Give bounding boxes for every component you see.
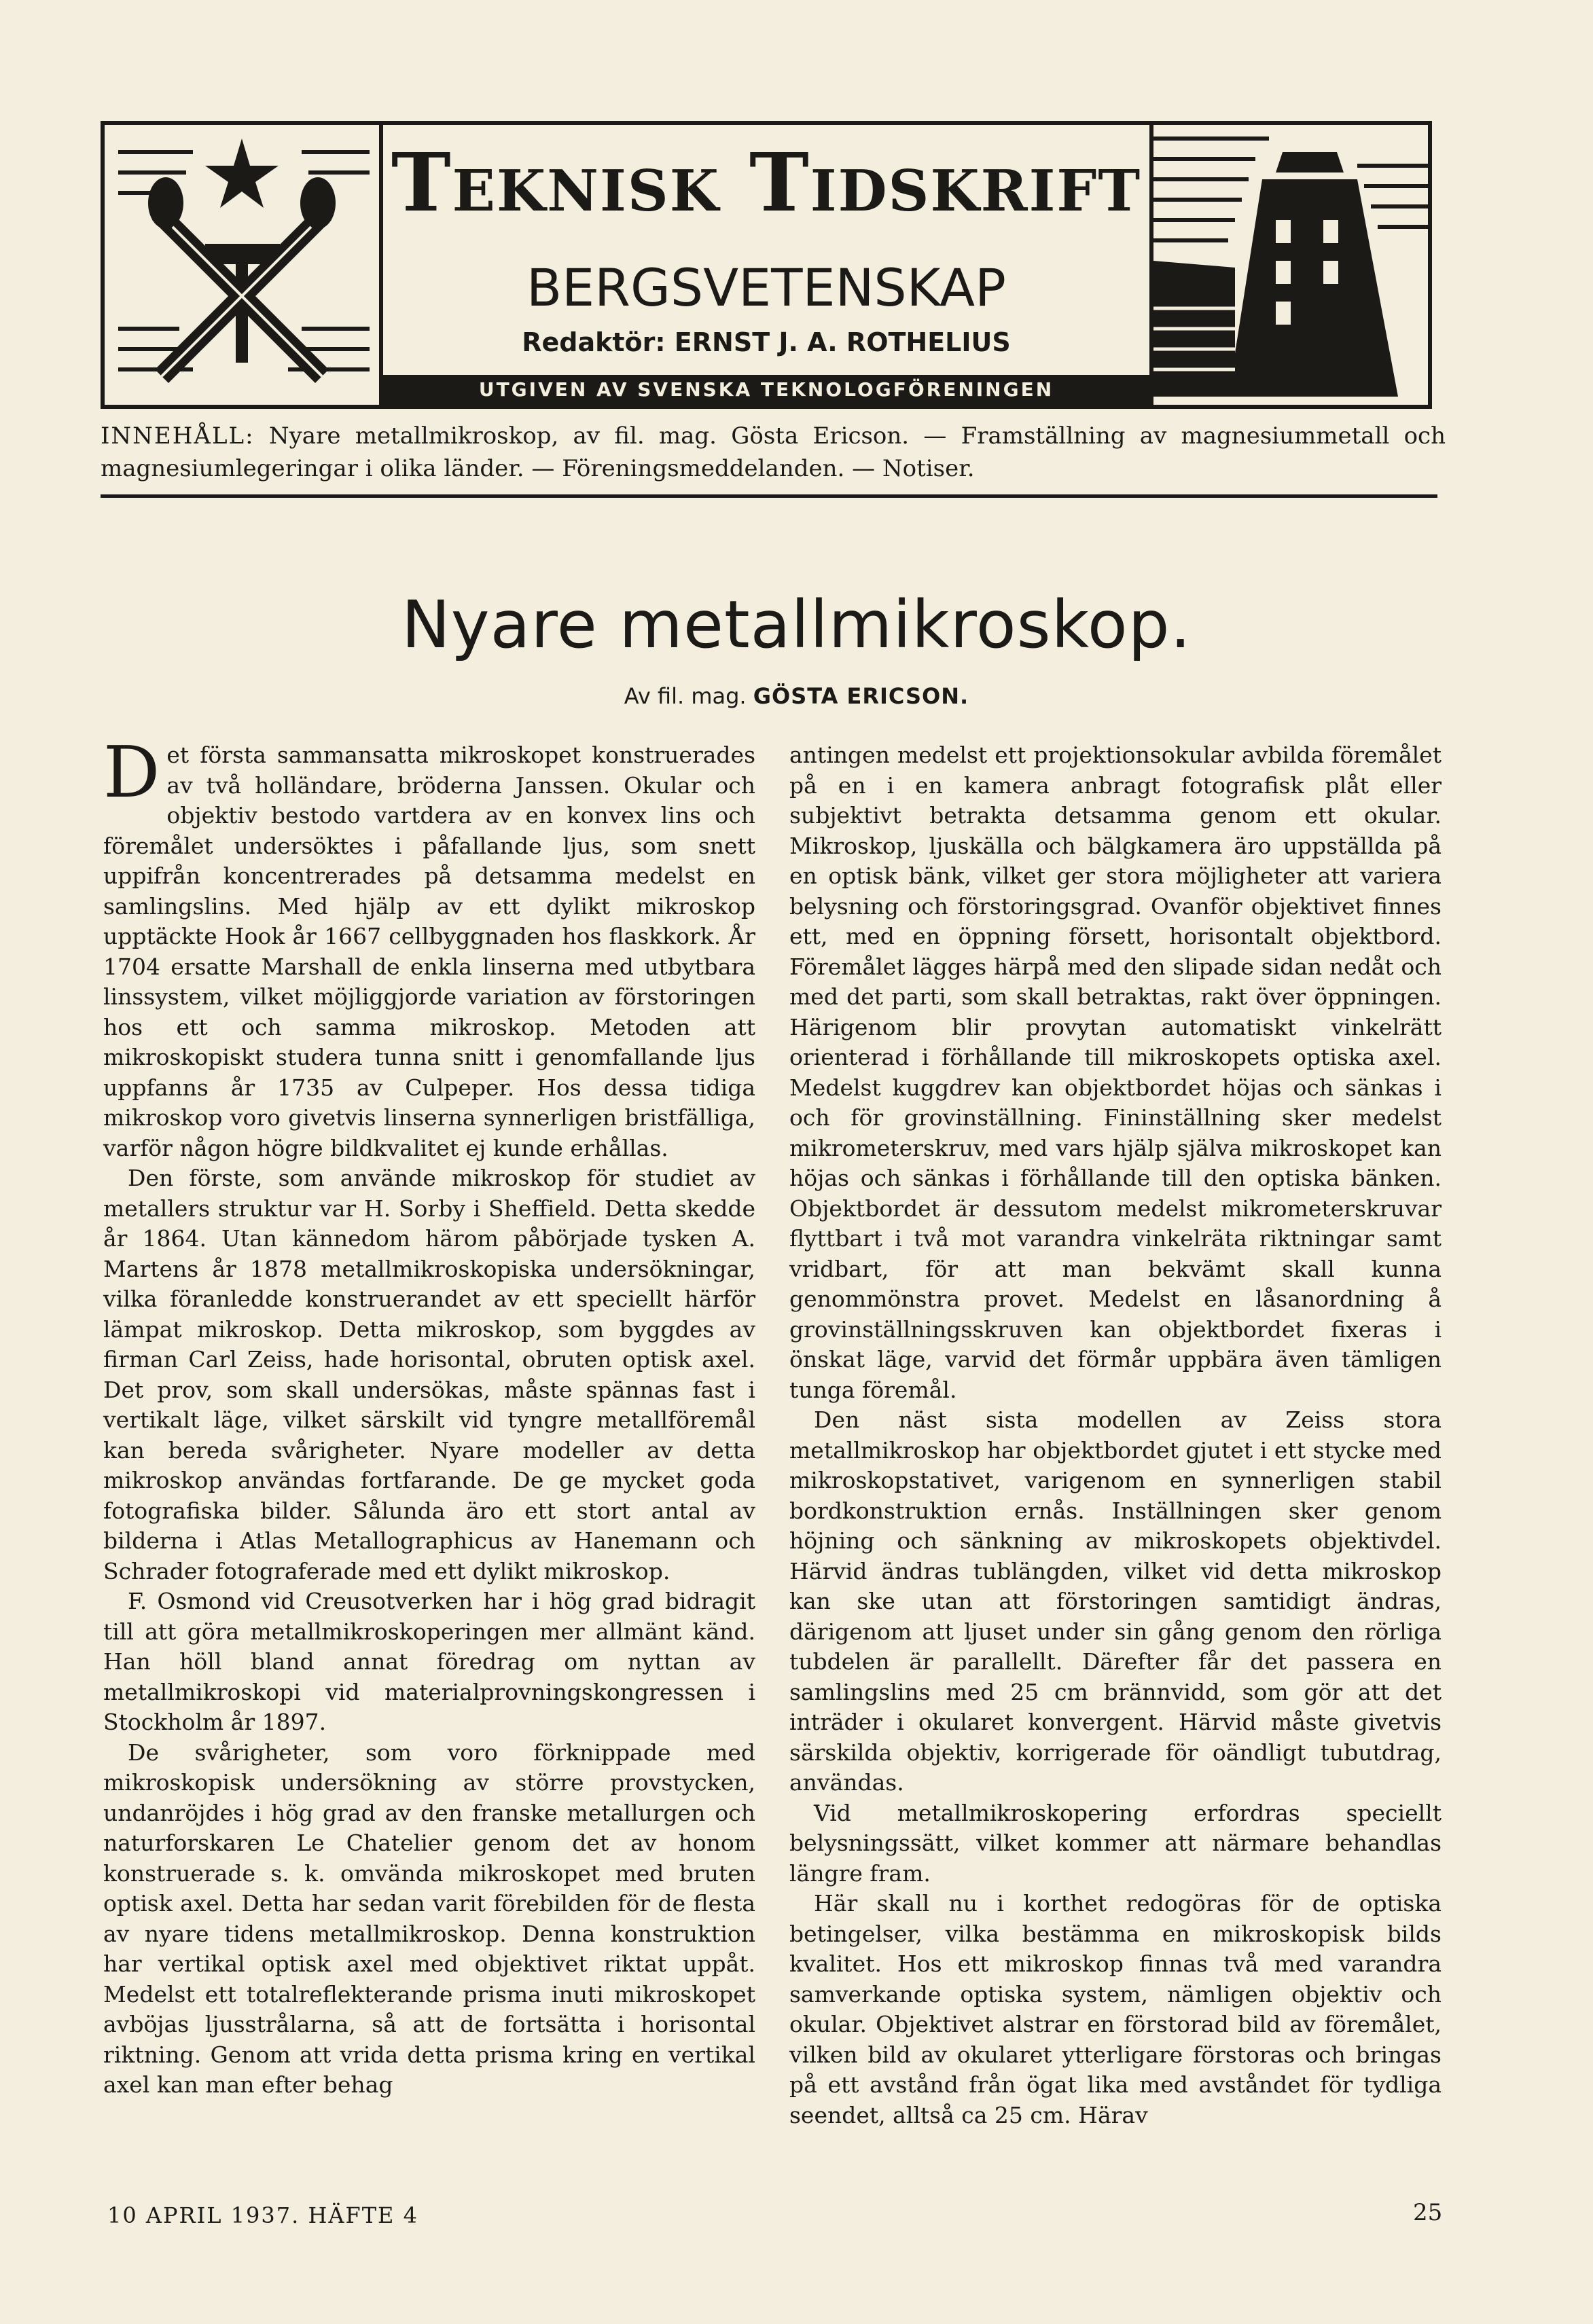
page-number: 25 bbox=[1413, 2199, 1443, 2226]
article-byline bbox=[0, 679, 1593, 713]
paragraph: antingen medelst ett projektionsokular avbilda föremålet på en i en kamera anbragt fotografisk plåt eller subjektivt betrakta detsamma genom ett okular. Mikroskop, ljuskälla och bälgkamera äro uppställda på en optisk bänk, vilket ger stora möjligheter att variera belysning och förstoringsgrad. Ovanför objektivet finnes ett, med en öppning försett, horisontalt objektbord. Föremålet lägges härpå med den slipade sidan nedåt och med det parti, som skall betraktas, rakt över öppningen. Härigenom blir provytan automatiskt vinkelrätt orienterad i förhållande till mikroskopets optiska axel. Medelst kuggdrev kan objektbordet höjas och sänkas i och för grovinställning. Fininställning sker medelst mikrometerskruv, med vars hjälp själva mikroskopet kan höjas och sänkas i förhållande till den optiska bänken. Objektbordet är dessutom medelst mikrometerskruvar flyttbart i två mot varandra vinkelräta riktningar samt vridbart, för att man bekvämt skall kunna genommönstra provet. Medelst en låsanordning å grovinställningsskruven kan objektbordet fixeras i önskat läge, varvid det förmår uppbära även tämligen tunga föremål. bbox=[789, 742, 1442, 1403]
paragraph: Här skall nu i korthet redogöras för de optiska betingelser, vilka bestämma en mikroskopisk bilds kvalitet. Hos ett mikroskop finnas två med varandra samverkande optiska system, nämligen objektiv och okular. Objektivet alstrar en förstorad bild av föremålet, vilken bild av okularet ytterligare förstoras och bringas på ett avstånd från ögat lika med avståndet för tydliga seendet, alltså ca 25 cm. Härav bbox=[789, 1890, 1442, 2128]
byline-author: GÖSTA ERICSON. bbox=[753, 683, 969, 709]
right-column bbox=[789, 740, 1442, 2130]
mine-tower-illustration bbox=[1149, 125, 1428, 405]
mine-headframe-icon bbox=[1153, 125, 1428, 405]
mining-emblem bbox=[105, 125, 383, 405]
byline-prefix: Av fil. mag. bbox=[624, 683, 747, 709]
table-of-contents bbox=[101, 420, 1446, 485]
article-title: Nyare metallmikroskop. bbox=[401, 587, 1192, 663]
crossed-torches-hammer-icon bbox=[105, 125, 379, 405]
contents-text: Nyare metallmikroskop, av fil. mag. Gösta Ericson. — Framställning av magnesiummetall och magnesiumlegeringar i olika länder. — Föreningsmeddelanden. — Notiser. bbox=[101, 422, 1446, 482]
issue-date: 10 APRIL 1937. HÄFTE 4 bbox=[107, 2202, 418, 2228]
left-column bbox=[103, 731, 755, 2101]
divider bbox=[101, 494, 1437, 498]
masthead bbox=[101, 121, 1432, 409]
journal-editor: Redaktör: ERNST J. A. ROTHELIUS bbox=[522, 327, 1011, 357]
paragraph bbox=[103, 731, 755, 1163]
paragraph: F. Osmond vid Creusotverken har i hög grad bidragit till att göra metallmikroskoperingen mer allmänt känd. Han höll bland annat föredrag om nyttan av metallmikroskopi vid materialprovningskongressen i Stockholm år 1897. bbox=[103, 1588, 755, 1735]
journal-title: Teknisk Tidskrift bbox=[391, 135, 1142, 230]
paragraph: Den förste, som använde mikroskop för studiet av metallers struktur var H. Sorby i Sheffield. Detta skedde år 1864. Utan kännedom härom påbörjade tysken A. Martens år 1878 metallmikroskopiska undersökningar, vilka föranledde konstruerandet av ett speciellt härför lämpat mikroskop. Detta mikroskop, som byggdes av firman Carl Zeiss, hade horisontal, obruten optisk axel. Det prov, som skall undersökas, måste spännas fast i vertikalt läge, vilket särskilt vid tyngre metallföremål kan bereda svårigheter. Nyare modeller av detta mikroskop användas fortfarande. De ge mycket goda fotografiska bilder. Sålunda äro ett stort antal av bilderna i Atlas Metallographicus av Hanemann och Schrader fotograferade med ett dylikt mikroskop. bbox=[103, 1165, 755, 1584]
paragraph: Vid metallmikroskopering erfordras speciellt belysningssätt, vilket kommer att närmare behandlas längre fram. bbox=[789, 1799, 1442, 1887]
paragraph: Den näst sista modellen av Zeiss stora metallmikroskop har objektbordet gjutet i ett stycke med mikroskopstativet, varigenom en synnerligen stabil bordkonstruktion ernås. Inställningen sker genom höjning och sänkning av mikroskopets objektivdel. Härvid ändras tublängden, vilket vid detta mikroskop kan ske utan att förstoringen samtidigt ändras, därigenom att ljuset under sin gång genom den rörliga tubdelen är parallellt. Därefter får det passera en samlingslins med 25 cm brännvidd, som gör att det inträder i okularet konvergent. Härvid måste givetvis särskilda objektiv, korrigerade för oändligt tubutdrag, användas. bbox=[789, 1406, 1442, 1796]
journal-section-title: BERGSVETENSKAP bbox=[526, 257, 1006, 318]
drop-cap: D bbox=[103, 731, 160, 814]
paragraph: De svårigheter, som voro förknippade med mikroskopisk undersökning av större provstycken, undanröjdes i hög grad av den franske metallurgen och naturforskaren Le Chatelier genom det av honom konstruerade s. k. omvända mikroskopet med bruten optisk axel. Detta har sedan varit förebilden för de flesta av nyare tidens metallmikroskop. Denna konstruktion har vertikal optisk axel med objektivet riktat uppåt. Medelst ett totalreflekterande prisma inuti mikroskopet avböjas ljusstrålarna, så att de fortsätta i horisontal riktning. Genom att vrida detta prisma kring en vertikal axel kan man efter behag bbox=[103, 1739, 755, 2098]
contents-label: INNEHÅLL: bbox=[101, 422, 255, 450]
paragraph-text: et första sammansatta mikroskopet konstruerades av två holländare, bröderna Janssen. Okular och objektiv bestodo vartdera av en konvex lins och föremålet undersöktes i påfallande ljus, som snett uppifrån koncentrerades på detsamma medelst en samlingslins. Med hjälp av ett dylikt mikroskop upptäckte Hook år 1667 cellbyggnaden hos flaskkork. År 1704 ersatte Marshall de enkla linserna med utbytbara linssystem, vilket möjliggjorde variation av förstoringen hos ett och samma mikroskop. Metoden att mikroskopiskt studera tunna snitt i genomfallande ljus uppfanns år 1735 av Culpeper. Hos dessa tidiga mikroskop voro givetvis linserna synnerligen bristfälliga, varför någon högre bildkvalitet ej kunde erhållas. bbox=[103, 742, 755, 1161]
journal-publisher-banner: UTGIVEN AV SVENSKA TEKNOLOGFÖRENINGEN bbox=[383, 375, 1149, 405]
